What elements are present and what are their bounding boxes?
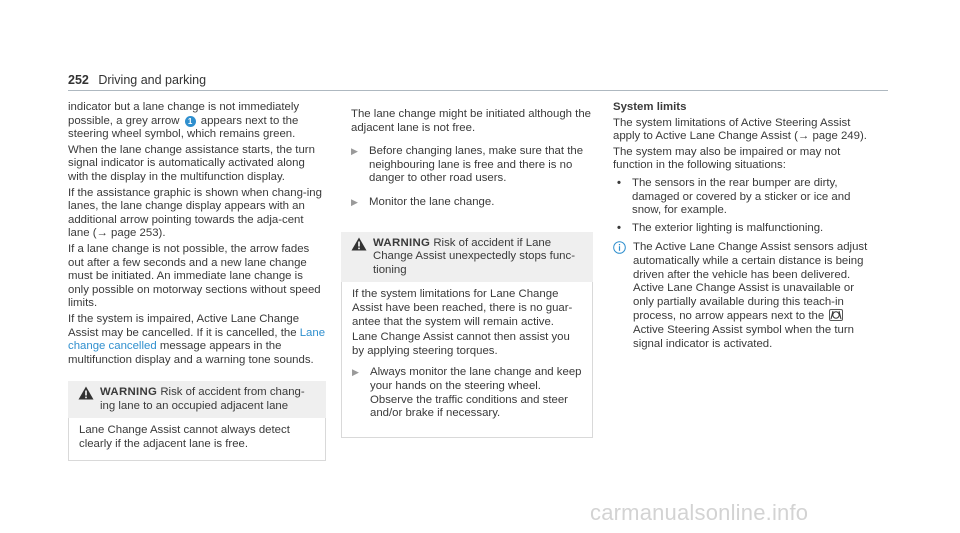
- column-left: [68, 101, 326, 461]
- info-icon: [613, 241, 633, 351]
- step-arrow-icon: ▶: [351, 146, 358, 157]
- warning-title: WARNING: [373, 236, 431, 249]
- warning-body: Lane Change Assist cannot always detect clearly if the adjacent lane is free.: [68, 418, 326, 460]
- warning-box: [68, 381, 326, 460]
- column-right: [613, 101, 871, 351]
- paragraph: The system may also be impaired or may not function in the following situations:: [613, 145, 841, 172]
- page-header: [68, 73, 206, 87]
- paragraph: When the lane change assistance starts, the turn signal indicator is automatically activated along with the display in the multifunction display.: [68, 143, 315, 183]
- warning-triangle-icon: [351, 237, 367, 251]
- display-message-text: Lane change cancelled: [68, 326, 326, 353]
- warning-triangle-icon: [78, 386, 94, 400]
- column-middle: [341, 108, 593, 438]
- paragraph: If the assistance graphic is shown when chang-ing lanes, the lane change display appears with an additional arrow pointing towards the adja-cent lane (→ page 253).: [68, 186, 322, 240]
- warning-header: [68, 381, 326, 418]
- section-title: Driving and parking: [98, 73, 207, 87]
- info-note: The Active Lane Change Assist sensors adjust automatically while a certain distance is being driven after the vehicle has been delivered. Active Lane Change Assist is unavailable or only partially available during this teach-in process, no arrow appears next to the Active Steering Assist symbol when the turn signal indicator is activated.: [613, 241, 871, 351]
- section-heading: System limits: [613, 101, 687, 113]
- bullet-icon: •: [617, 221, 621, 234]
- step-arrow-icon: ▶: [351, 196, 358, 207]
- paragraph: indicator but a lane change is not immediately possible, a grey arrow 1 appears next to the steering wheel symbol, which remains green.: [68, 101, 300, 141]
- page-number: 252: [68, 73, 89, 87]
- paragraph: The lane change might be initiated although the adjacent lane is not free.: [351, 108, 592, 134]
- warning-title: WARNING: [100, 386, 158, 399]
- header-divider: [68, 90, 888, 91]
- warning-box: [341, 232, 593, 438]
- callout-number-badge: 1: [185, 116, 196, 127]
- list-item: • The exterior lighting is malfunctioning.: [617, 221, 824, 234]
- paragraph: If the system is impaired, Active Lane Change Assist may be cancelled. If it is cancelled, the Lane change cancelled message appears in the multifunction display and a warning tone sounds.: [68, 312, 326, 366]
- warning-header: [341, 232, 593, 283]
- instruction-step: ▶ Always monitor the lane change and keep your hands on the steering wheel. Observe the traffic conditions and steer and/or brake if necessary.: [352, 366, 582, 420]
- warning-body: If the system limitations for Lane Change Assist have been reached, there is no guar-antee that the system will remain active. Lane Change Assist cannot then assist you by applying steering torques. ▶ Always monitor the lane change and keep your hands on the steering wheel. Observe the traffic conditions and steer and/or brake if necessary.: [341, 282, 593, 437]
- steering-assist-icon: [829, 309, 843, 321]
- instruction-step: ▶ Before changing lanes, make sure that the neighbouring lane is free and there is no danger to other road users.: [351, 145, 584, 185]
- bullet-icon: •: [617, 176, 621, 189]
- paragraph: The system limitations of Active Steering Assist apply to Active Lane Change Assist (→ page 249).: [613, 116, 867, 143]
- list-item: • The sensors in the rear bumper are dirty, damaged or covered by a sticker or ice and snow, for example.: [617, 176, 851, 217]
- watermark-text: carmanualsonline.info: [590, 500, 809, 525]
- instruction-step: ▶ Monitor the lane change.: [351, 195, 495, 208]
- step-arrow-icon: ▶: [352, 367, 359, 378]
- paragraph: If a lane change is not possible, the arrow fades out after a few seconds and a new lane change must be initiated. An immediate lane change is only possible on motorway sections without speed limits.: [68, 242, 321, 310]
- warning-subtitle: Risk of accident from chang-ing lane to an occupied adjacent lane: [100, 386, 305, 412]
- warning-subtitle: Risk of accident if Lane Change Assist unexpectedly stops func-tioning: [373, 236, 575, 276]
